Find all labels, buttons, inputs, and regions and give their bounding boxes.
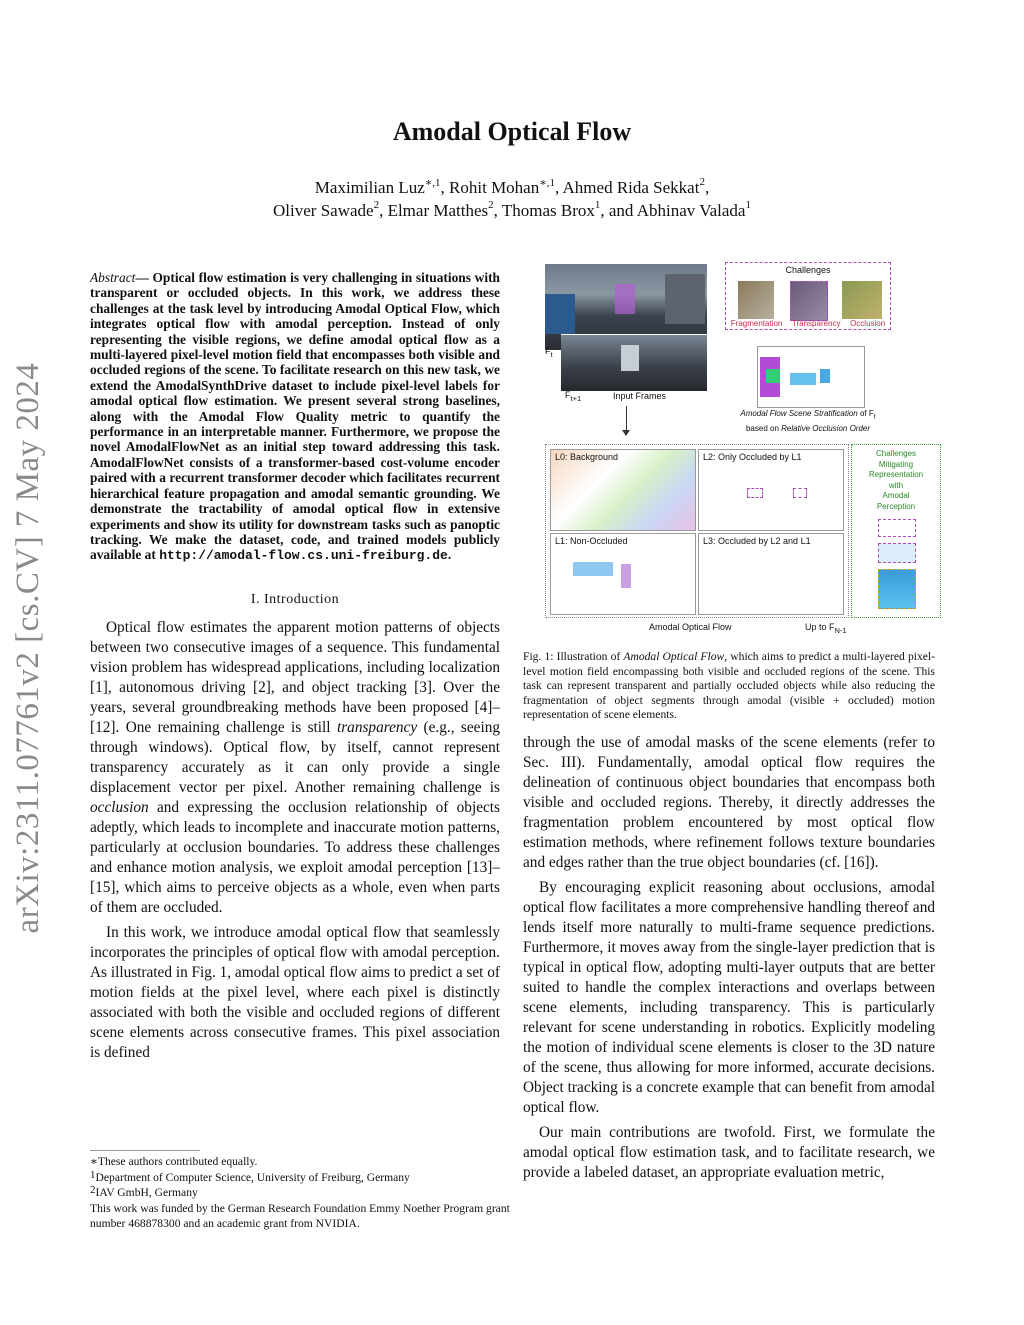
frame-t-label [545, 346, 553, 359]
panel-title: L1: Non-Occluded [555, 536, 628, 546]
intro-body [90, 618, 500, 1063]
label-sub: N-1 [834, 625, 847, 635]
occlusion-fix-box [878, 569, 916, 609]
abstract-text: Optical flow estimation is very challenging in situations with transparent or occluded objects. In this work, we address these challenges at the task level by introducing Amodal Optical Flow, which integrates optical flow with amodal perception. Instead of only representing the visible regions, we define amodal optical flow as a multi-layered pixel-level motion field that encompasses both visible and occluded regions of the scene. To facilitate research on this new task, we extend the AmodalSynthDrive dataset to include pixel-level labels for amodal optical flow estimation. We present several strong baselines, along with the Amodal Flow Quality metric to quantify the performance in an interpretable manner. Furthermore, we propose the novel AmodalFlowNet as an initial step toward addressing this task. AmodalFlowNet consists of a transformer-based cost-volume encoder paired with a recurrent transformer decoder which facilitates recurrent hierarchical feature propagation and amodal semantic grounding. We demonstrate the tractability of amodal optical flow in extensive experiments and show its utility for downstream tasks such as panoptic tracking. We make the dataset, code, and trained models publicly available at [90, 270, 500, 563]
right-body [523, 733, 935, 1183]
occlusion-thumbnail [842, 281, 882, 319]
figure-1 [543, 258, 941, 640]
affiliation-mark: ∗,1 [539, 177, 555, 189]
label-text: F [565, 390, 571, 400]
arrow-head-icon [622, 430, 630, 436]
challenge-label: Transparency [791, 319, 841, 328]
mitigation-line: Perception [876, 501, 916, 511]
project-url[interactable]: http://amodal-flow.cs.uni-freiburg.de [159, 548, 448, 564]
footnote-rule [90, 1150, 200, 1151]
caption-text: of F [857, 409, 874, 418]
layer-shape [766, 369, 780, 383]
footnote-text: IAV GmbH, Germany [95, 1186, 198, 1199]
paper-title: Amodal Optical Flow [392, 117, 632, 146]
mitigation-line: Amodal [882, 491, 910, 500]
paragraph [90, 618, 500, 918]
caption-label: Fig. 1: Illustration of [523, 650, 624, 663]
footnote: This work was funded by the German Research Foundation Emmy Noether Program grant number 468878300 and an academic grant from NVIDIA. [90, 1201, 510, 1230]
label-sub: t [550, 349, 553, 359]
footnote [90, 1170, 510, 1186]
affiliation-mark: ∗,1 [424, 177, 441, 189]
panel-l1 [550, 533, 696, 615]
layer-shape [790, 373, 816, 385]
author-name: , Ahmed Rida Sekkat [554, 178, 700, 197]
caption-em: Relative Occlusion Order [781, 423, 871, 433]
paragraph: through the use of amodal masks of the scene elements (refer to Sec. III). Fundamentally, amodal optical flow requires the delineation of continuous object boundaries that encompass both visible and occluded regions. Thereby, it directly addresses the fragmentation problem encountered by most optical flow estimation methods, where refinement follows texture boundaries and edges rather than the true object boundaries (cf. [16]). [523, 733, 935, 871]
footnotes [90, 1150, 510, 1232]
emphasis: occlusion [90, 798, 149, 816]
fragmentation-thumbnail [738, 281, 774, 319]
transparency-fix-box [878, 543, 916, 563]
mitigation-line: Challenges [875, 449, 917, 458]
panel-title: L2: Only Occluded by L1 [703, 452, 802, 462]
caption-text: , which aims to predict a multi-layered pixel-level motion field encompassing both visible and occluded regions of the scene. This task can represent transparent and partially occluded objects while also reducing the fragmentation of object segments through amodal (visible + occluded) motion representation of scene elements. [523, 650, 936, 722]
caption-line [723, 423, 893, 434]
fragmentation-fix-box [878, 519, 916, 537]
panel-l0 [550, 449, 696, 531]
abstract-dash: — [135, 270, 149, 285]
panel-title: L0: Background [555, 452, 619, 462]
mitigation-line: Representation [868, 470, 924, 479]
author-sep: , [704, 178, 710, 197]
panel-l2 [698, 449, 844, 531]
panel-l3 [698, 533, 844, 615]
figure-caption [523, 650, 935, 723]
right-column [523, 650, 935, 1188]
occluded-marker [747, 488, 763, 498]
up-to-label [805, 622, 847, 635]
frame-t1-label [565, 390, 581, 403]
stratification-caption [723, 408, 893, 434]
author-name: , and Abhinav Valada [600, 201, 746, 220]
author-name: Maximilian Luz [314, 178, 425, 197]
text-run: (e.g., seeing through windows). Optical flow, by itself, cannot represent transparency accurately as it can only provide a single displacement vector per pixel. Another remaining challenge is [90, 718, 501, 796]
affiliation-mark: 2 [373, 199, 380, 211]
challenges-title: Challenges [785, 265, 831, 275]
abstract [90, 270, 500, 564]
caption-em: Amodal Flow Scene Stratification [740, 409, 858, 418]
car-image [545, 294, 575, 334]
occluded-object-image [615, 284, 635, 314]
caption-em: Amodal Optical Flow [623, 650, 725, 663]
author-name: Oliver Sawade [273, 201, 374, 220]
affiliation-mark: 2 [488, 199, 494, 211]
author-name: , Elmar Matthes [379, 201, 489, 220]
mitigation-column [851, 444, 941, 618]
author-name: , Rohit Mohan [440, 178, 540, 197]
mitigation-text [852, 449, 940, 512]
emphasis: transparency [336, 718, 418, 736]
input-frame-t1 [561, 334, 707, 391]
challenge-labels [726, 319, 890, 328]
affiliation-mark: 1 [594, 199, 601, 211]
paragraph: In this work, we introduce amodal optical flow that seamlessly incorporates the principles of optical flow with amodal perception. As illustrated in Fig. 1, amodal optical flow aims to predict a set of motion fields at the pixel level, where each pixel is distinctly associated with both the visible and occluded regions of different scene elements across consecutive frames. This pixel association is defined [90, 923, 500, 1061]
caption-line [723, 408, 893, 423]
caption-text: based on [745, 423, 782, 433]
label-text: Up to F [805, 622, 835, 632]
abstract-end: . [447, 547, 452, 563]
author-line-1 [0, 178, 1024, 198]
footnote: ∗These authors contributed equally. [90, 1155, 258, 1168]
author-name: , Thomas Brox [493, 201, 595, 220]
challenge-label: Fragmentation [730, 319, 783, 328]
flow-region [621, 564, 631, 588]
panel-title: L3: Occluded by L2 and L1 [703, 536, 811, 546]
affiliation-mark: 2 [90, 1184, 96, 1196]
mitigation-line: with [888, 480, 904, 490]
abstract-lead: Abstract [90, 270, 136, 285]
label-text: F [545, 346, 551, 356]
down-arrow-icon [626, 406, 627, 432]
author-line-2 [0, 201, 1024, 221]
footnote [90, 1185, 510, 1201]
amodal-flow-label: Amodal Optical Flow [649, 622, 732, 632]
section-heading: I. Introduction [250, 591, 340, 607]
input-frames-label: Input Frames [613, 391, 667, 401]
label-sub: t+1 [570, 393, 582, 403]
mitigation-line: Mitigating [878, 459, 914, 469]
paragraph: Our main contributions are twofold. First, we formulate the amodal optical flow estimation task, and to facilitate research, we provide a labeled dataset, an appropriate evaluation metric, [523, 1123, 935, 1181]
occluded-marker [793, 488, 807, 498]
affiliation-mark: 1 [745, 199, 751, 211]
building-image [665, 274, 705, 324]
flow-region [573, 562, 613, 576]
affiliation-mark: 1 [90, 1168, 96, 1181]
caption-sub: t [873, 413, 876, 421]
affiliation-mark: 2 [699, 176, 705, 188]
transparency-thumbnail [790, 281, 828, 321]
footnote-text: Department of Computer Science, University of Freiburg, Germany [95, 1170, 410, 1184]
left-column [90, 270, 500, 1068]
arxiv-stamp: arXiv:2311.07761v2 [cs.CV] 7 May 2024 [10, 362, 46, 934]
challenge-label: Occlusion [850, 319, 886, 328]
layer-shape [820, 369, 830, 383]
text-run: and expressing the occlusion relationship of objects adeptly, which leads to incomplete and inaccurate motion patterns, particularly at occlusion boundaries. To address these challenges and enhance motion analysis, we exploit amodal perception [13]–[15], which aims to perceive objects as a whole, even when parts of them are occluded. [90, 798, 500, 916]
motorbike-image [621, 345, 639, 371]
amodal-flow-panels [545, 444, 849, 618]
challenges-box [725, 262, 891, 330]
paragraph: By encouraging explicit reasoning about occlusions, amodal optical flow facilitates a more comprehensive handling thereof and lends itself more naturally to multi-frame sequence predictions. Furthermore, it moves away from the single-layer prediction that is typical in optical flow, adopting multi-layer outputs that are better suited to handle the complex interactions and overlaps between scene elements, including transparency. This is particularly relevant for scene understanding in robotics. Explicitly modeling the motion of individual scene elements is closer to the 3D nature of the scene, thus allowing for more informed, accurate decisions. Object tracking is a concrete example that can benefit from amodal optical flow. [523, 878, 935, 1116]
stratification-preview [757, 346, 865, 408]
text-run: Optical flow estimates the apparent motion patterns of objects between two consecutive images of a sequence. This fundamental vision problem has widespread applications, including localization [1], autonomous driving [2], and object tracking [3]. Over the years, several groundbreaking methods have been proposed [4]–[12]. One remaining challenge is still [90, 618, 500, 736]
